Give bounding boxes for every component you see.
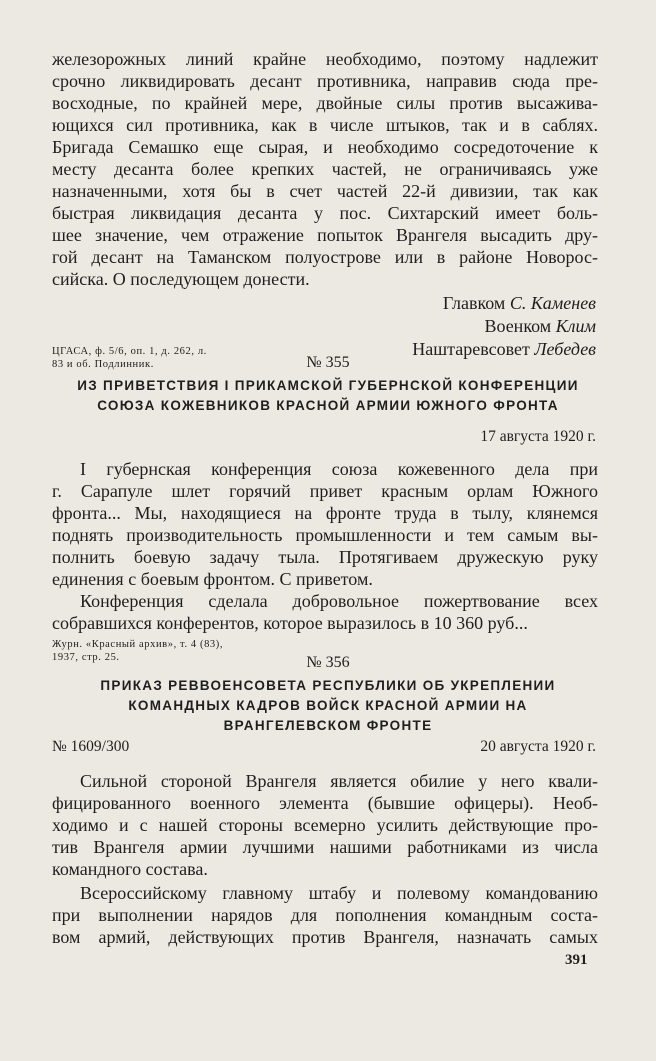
archive-source: Журн. «Красный архив», т. 4 (83), xyxy=(52,639,224,650)
text-line: железорожных линий крайне необходимо, поэтому надлежит xyxy=(52,49,598,69)
archive-source: 1937, стр. 25. xyxy=(52,652,120,663)
document-heading: ПРИКАЗ РЕВВОЕНСОВЕТА РЕСПУБЛИКИ ОБ УКРЕПЛЕНИИ xyxy=(100,678,556,693)
text-line: гой десант на Таманском полуострове или в районе Новорос- xyxy=(52,247,598,267)
document-heading: ИЗ ПРИВЕТСТВИЯ I ПРИКАМСКОЙ ГУБЕРНСКОЙ КОНФЕРЕНЦИИ xyxy=(77,378,579,393)
text-line: I губернская конференция союза кожевенного дела при xyxy=(80,459,598,479)
text-line: собравшихся конферентов, которое выразилось в 10 360 руб... xyxy=(52,613,528,633)
document-heading: ВРАНГЕЛЕВСКОМ ФРОНТЕ xyxy=(223,718,433,733)
signature-name: Клим xyxy=(555,316,596,336)
signature-title: Военком xyxy=(484,316,552,336)
archive-source: 83 и об. Подлинник. xyxy=(52,359,154,370)
document-number: № 355 xyxy=(306,354,350,371)
text-line: единения с боевым фронтом. С приветом. xyxy=(52,569,373,589)
text-line: Всероссийскому главному штабу и полевому командованию xyxy=(80,883,598,903)
text-line: при выполнении нарядов для пополнения командным соста- xyxy=(52,905,598,925)
text-line: командного состава. xyxy=(52,859,208,879)
archive-source: ЦГАСА, ф. 5/6, оп. 1, д. 262, л. xyxy=(52,346,207,357)
text-line: тив Врангеля армии лучшими нашими работниками из числа xyxy=(52,837,598,857)
text-line: ходимо и с нашей стороны всемерно усилить действующие про- xyxy=(52,815,598,835)
document-date: 17 августа 1920 г. xyxy=(480,428,596,445)
text-line: шее значение, чем отражение попыток Врангеля высадить дру- xyxy=(52,225,598,245)
text-line: Конференция сделала добровольное пожертвование всех xyxy=(80,591,598,611)
text-line: быстрая ликвидация десанта у пос. Сихтарский имеет боль- xyxy=(52,203,598,223)
text-line: поднять производительность промышленности и тем самым вы- xyxy=(52,525,598,545)
document-heading: КОМАНДНЫХ КАДРОВ ВОЙСК КРАСНОЙ АРМИИ НА xyxy=(128,698,528,713)
text-line: назначенными, хотя бы в счет частей 22-й дивизии, так как xyxy=(52,181,598,201)
text-line: вом армий, действующих против Врангеля, назначать самых xyxy=(52,927,598,947)
order-number: № 1609/300 xyxy=(52,738,130,755)
text-line: восходные, по крайней мере, двойные силы против высажива- xyxy=(52,93,598,113)
text-line: г. Сарапуле шлет горячий привет красным орлам Южного xyxy=(52,481,598,501)
text-line: полнить боевую задачу тыла. Протягиваем дружескую руку xyxy=(52,547,598,567)
document-heading: СОЮЗА КОЖЕВНИКОВ КРАСНОЙ АРМИИ ЮЖНОГО ФРОНТА xyxy=(97,398,559,413)
text-line: фицированного военного элемента (бывшие офицеры). Необ- xyxy=(52,793,598,813)
page-number: 391 xyxy=(565,952,588,968)
text-line: сийска. О последующем донести. xyxy=(52,269,310,289)
text-line: срочно ликвидировать десант противника, направив сюда пре- xyxy=(52,71,598,91)
signature-title: Главком xyxy=(442,293,506,313)
document-date: 20 августа 1920 г. xyxy=(480,738,596,755)
signature-name: С. Каменев xyxy=(509,293,596,313)
document-number: № 356 xyxy=(306,654,350,671)
text-line: Бригада Семашко еще сырая, и необходимо сосредоточение к xyxy=(52,137,598,157)
text-line: Сильной стороной Врангеля является обилие у него квали- xyxy=(80,771,598,791)
text-line: ющихся сил противника, как в числе штыков, так и в саблях. xyxy=(52,115,598,135)
text-line: месту десанта более крепких частей, не ограничиваясь уже xyxy=(52,159,598,179)
signature-line xyxy=(484,315,596,337)
signature-title: Наштаревсовет xyxy=(412,339,530,359)
text-line: фронта... Мы, находящиеся на фронте труда в тылу, клянемся xyxy=(52,503,598,523)
signature-line xyxy=(443,292,596,314)
signature-name: Лебедев xyxy=(534,339,596,359)
